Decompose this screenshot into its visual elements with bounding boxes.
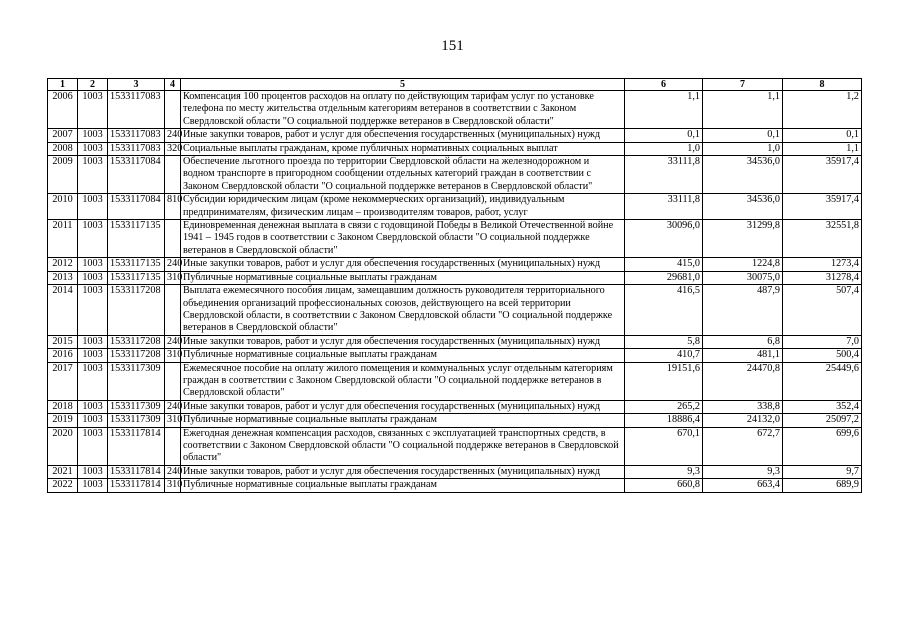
- target-article-cell: 1533117309: [108, 362, 165, 400]
- amount-col8-cell: 699,6: [783, 427, 862, 465]
- header-cell: 1: [48, 79, 78, 91]
- row-number-cell: 2011: [48, 220, 78, 258]
- expense-type-cell: [165, 285, 181, 336]
- section-code-cell: 1003: [78, 156, 108, 194]
- amount-col7-cell: 0,1: [703, 129, 783, 142]
- target-article-cell: 1533117135: [108, 220, 165, 258]
- item-name-cell: Иные закупки товаров, работ и услуг для обеспечения государственных (муниципальных) нужд: [181, 465, 625, 478]
- expense-type-cell: 320: [165, 142, 181, 155]
- target-article-cell: 1533117084: [108, 194, 165, 220]
- amount-col7-cell: 6,8: [703, 335, 783, 348]
- amount-col8-cell: 32551,8: [783, 220, 862, 258]
- amount-col7-cell: 1,1: [703, 91, 783, 129]
- amount-col8-cell: 507,4: [783, 285, 862, 336]
- amount-col7-cell: 672,7: [703, 427, 783, 465]
- table-row: [48, 271, 862, 284]
- table-row: [48, 285, 862, 336]
- row-number-cell: 2007: [48, 129, 78, 142]
- amount-col6-cell: 1,0: [625, 142, 703, 155]
- section-code-cell: 1003: [78, 194, 108, 220]
- row-number-cell: 2010: [48, 194, 78, 220]
- amount-col8-cell: 500,4: [783, 349, 862, 362]
- amount-col7-cell: 481,1: [703, 349, 783, 362]
- table-row: [48, 91, 862, 129]
- header-cell: 3: [108, 79, 165, 91]
- item-name-cell: Иные закупки товаров, работ и услуг для обеспечения государственных (муниципальных) нужд: [181, 400, 625, 413]
- amount-col7-cell: 34536,0: [703, 194, 783, 220]
- item-name-cell: Иные закупки товаров, работ и услуг для обеспечения государственных (муниципальных) нужд: [181, 258, 625, 271]
- amount-col8-cell: 689,9: [783, 479, 862, 492]
- expense-type-cell: 240: [165, 400, 181, 413]
- header-cell: 2: [78, 79, 108, 91]
- expense-type-cell: 240: [165, 465, 181, 478]
- section-code-cell: 1003: [78, 91, 108, 129]
- item-name-cell: Субсидии юридическим лицам (кроме некоммерческих организаций), индивидуальным предпринимателям, физическим лицам – производителям товаров, работ, услуг: [181, 194, 625, 220]
- row-number-cell: 2015: [48, 335, 78, 348]
- section-code-cell: 1003: [78, 349, 108, 362]
- table-row: [48, 335, 862, 348]
- row-number-cell: 2016: [48, 349, 78, 362]
- amount-col7-cell: 31299,8: [703, 220, 783, 258]
- expense-type-cell: 810: [165, 194, 181, 220]
- table-row: [48, 194, 862, 220]
- table-row: [48, 349, 862, 362]
- item-name-cell: Публичные нормативные социальные выплаты гражданам: [181, 479, 625, 492]
- item-name-cell: Публичные нормативные социальные выплаты гражданам: [181, 349, 625, 362]
- amount-col8-cell: 35917,4: [783, 156, 862, 194]
- amount-col7-cell: 24470,8: [703, 362, 783, 400]
- amount-col8-cell: 0,1: [783, 129, 862, 142]
- expense-type-cell: 310: [165, 349, 181, 362]
- amount-col8-cell: 1,1: [783, 142, 862, 155]
- header-cell: 7: [703, 79, 783, 91]
- section-code-cell: 1003: [78, 335, 108, 348]
- section-code-cell: 1003: [78, 220, 108, 258]
- amount-col8-cell: 1273,4: [783, 258, 862, 271]
- target-article-cell: 1533117814: [108, 479, 165, 492]
- amount-col6-cell: 30096,0: [625, 220, 703, 258]
- amount-col6-cell: 0,1: [625, 129, 703, 142]
- table-row: [48, 479, 862, 492]
- section-code-cell: 1003: [78, 465, 108, 478]
- table-row: [48, 142, 862, 155]
- item-name-cell: Обеспечение льготного проезда по территории Свердловской области на железнодорожном и водном транспорте в пригородном сообщении отдельных категорий граждан в соответствии с Законом Свердловской области "О социальной поддержке ветеранов в Свердловской области": [181, 156, 625, 194]
- header-cell: 6: [625, 79, 703, 91]
- section-code-cell: 1003: [78, 258, 108, 271]
- item-name-cell: Социальные выплаты гражданам, кроме публичных нормативных социальных выплат: [181, 142, 625, 155]
- amount-col8-cell: 25097,2: [783, 414, 862, 427]
- target-article-cell: 1533117135: [108, 271, 165, 284]
- amount-col8-cell: 9,7: [783, 465, 862, 478]
- amount-col8-cell: 25449,6: [783, 362, 862, 400]
- target-article-cell: 1533117208: [108, 285, 165, 336]
- header-cell: 4: [165, 79, 181, 91]
- table-row: [48, 400, 862, 413]
- item-name-cell: Ежегодная денежная компенсация расходов, связанных с эксплуатацией транспортных средств, в соответствии с Законом Свердловской области "О социальной поддержке ветеранов в Свердловской области": [181, 427, 625, 465]
- target-article-cell: 1533117135: [108, 258, 165, 271]
- table-header-row: [48, 79, 862, 91]
- expense-type-cell: 240: [165, 129, 181, 142]
- amount-col6-cell: 415,0: [625, 258, 703, 271]
- row-number-cell: 2022: [48, 479, 78, 492]
- expense-type-cell: [165, 427, 181, 465]
- table-row: [48, 129, 862, 142]
- section-code-cell: 1003: [78, 427, 108, 465]
- table-row: [48, 220, 862, 258]
- item-name-cell: Иные закупки товаров, работ и услуг для обеспечения государственных (муниципальных) нужд: [181, 129, 625, 142]
- table-row: [48, 427, 862, 465]
- header-cell: 5: [181, 79, 625, 91]
- row-number-cell: 2021: [48, 465, 78, 478]
- table-row: [48, 362, 862, 400]
- row-number-cell: 2012: [48, 258, 78, 271]
- target-article-cell: 1533117083: [108, 91, 165, 129]
- row-number-cell: 2020: [48, 427, 78, 465]
- row-number-cell: 2006: [48, 91, 78, 129]
- item-name-cell: Публичные нормативные социальные выплаты гражданам: [181, 414, 625, 427]
- amount-col6-cell: 1,1: [625, 91, 703, 129]
- expense-type-cell: 310: [165, 414, 181, 427]
- table-row: [48, 156, 862, 194]
- expense-type-cell: 310: [165, 479, 181, 492]
- table-row: [48, 258, 862, 271]
- target-article-cell: 1533117208: [108, 335, 165, 348]
- budget-table: [47, 78, 862, 493]
- row-number-cell: 2009: [48, 156, 78, 194]
- amount-col8-cell: 35917,4: [783, 194, 862, 220]
- section-code-cell: 1003: [78, 479, 108, 492]
- amount-col8-cell: 352,4: [783, 400, 862, 413]
- row-number-cell: 2014: [48, 285, 78, 336]
- expense-type-cell: [165, 362, 181, 400]
- target-article-cell: 1533117208: [108, 349, 165, 362]
- target-article-cell: 1533117309: [108, 414, 165, 427]
- item-name-cell: Ежемесячное пособие на оплату жилого помещения и коммунальных услуг отдельным категориям граждан в соответствии с Законом Свердловской области "О социальной поддержке ветеранов в Свердловской области": [181, 362, 625, 400]
- table-row: [48, 465, 862, 478]
- amount-col7-cell: 9,3: [703, 465, 783, 478]
- amount-col7-cell: 1,0: [703, 142, 783, 155]
- row-number-cell: 2008: [48, 142, 78, 155]
- amount-col7-cell: 34536,0: [703, 156, 783, 194]
- amount-col6-cell: 660,8: [625, 479, 703, 492]
- amount-col6-cell: 18886,4: [625, 414, 703, 427]
- target-article-cell: 1533117309: [108, 400, 165, 413]
- amount-col6-cell: 670,1: [625, 427, 703, 465]
- amount-col7-cell: 487,9: [703, 285, 783, 336]
- target-article-cell: 1533117083: [108, 142, 165, 155]
- amount-col8-cell: 31278,4: [783, 271, 862, 284]
- target-article-cell: 1533117814: [108, 427, 165, 465]
- row-number-cell: 2013: [48, 271, 78, 284]
- target-article-cell: 1533117084: [108, 156, 165, 194]
- section-code-cell: 1003: [78, 129, 108, 142]
- amount-col6-cell: 19151,6: [625, 362, 703, 400]
- item-name-cell: Выплата ежемесячного пособия лицам, замещавшим должность руководителя территориального объединения организаций профессиональных союзов, действующего на всей территории Свердловской области, в соответствии с Законом Свердловской области "О социальной поддержке ветеранов в Свердловской области": [181, 285, 625, 336]
- table-row: [48, 414, 862, 427]
- target-article-cell: 1533117814: [108, 465, 165, 478]
- item-name-cell: Публичные нормативные социальные выплаты гражданам: [181, 271, 625, 284]
- amount-col7-cell: 30075,0: [703, 271, 783, 284]
- expense-type-cell: [165, 156, 181, 194]
- target-article-cell: 1533117083: [108, 129, 165, 142]
- section-code-cell: 1003: [78, 271, 108, 284]
- header-cell: 8: [783, 79, 862, 91]
- section-code-cell: 1003: [78, 285, 108, 336]
- amount-col8-cell: 7,0: [783, 335, 862, 348]
- item-name-cell: Иные закупки товаров, работ и услуг для обеспечения государственных (муниципальных) нужд: [181, 335, 625, 348]
- section-code-cell: 1003: [78, 400, 108, 413]
- expense-type-cell: 240: [165, 258, 181, 271]
- row-number-cell: 2018: [48, 400, 78, 413]
- amount-col6-cell: 410,7: [625, 349, 703, 362]
- section-code-cell: 1003: [78, 414, 108, 427]
- section-code-cell: 1003: [78, 142, 108, 155]
- table-body: [48, 91, 862, 493]
- expense-type-cell: [165, 91, 181, 129]
- amount-col7-cell: 1224,8: [703, 258, 783, 271]
- item-name-cell: Единовременная денежная выплата в связи с годовщиной Победы в Великой Отечественной войне 1941 – 1945 годов в соответствии с Законом Свердловской области "О социальной поддержке ветеранов в Свердловской области": [181, 220, 625, 258]
- amount-col7-cell: 663,4: [703, 479, 783, 492]
- amount-col7-cell: 24132,0: [703, 414, 783, 427]
- amount-col8-cell: 1,2: [783, 91, 862, 129]
- row-number-cell: 2017: [48, 362, 78, 400]
- amount-col6-cell: 33111,8: [625, 194, 703, 220]
- row-number-cell: 2019: [48, 414, 78, 427]
- expense-type-cell: 240: [165, 335, 181, 348]
- section-code-cell: 1003: [78, 362, 108, 400]
- expense-type-cell: 310: [165, 271, 181, 284]
- item-name-cell: Компенсация 100 процентов расходов на оплату по действующим тарифам услуг по установке телефона по месту жительства отдельным категориям ветеранов в соответствии с Законом Свердловской области "О социальной поддержке ветеранов в Свердловской области": [181, 91, 625, 129]
- amount-col6-cell: 33111,8: [625, 156, 703, 194]
- amount-col7-cell: 338,8: [703, 400, 783, 413]
- amount-col6-cell: 29681,0: [625, 271, 703, 284]
- amount-col6-cell: 9,3: [625, 465, 703, 478]
- amount-col6-cell: 416,5: [625, 285, 703, 336]
- page-number: 151: [441, 38, 464, 54]
- amount-col6-cell: 5,8: [625, 335, 703, 348]
- expense-type-cell: [165, 220, 181, 258]
- amount-col6-cell: 265,2: [625, 400, 703, 413]
